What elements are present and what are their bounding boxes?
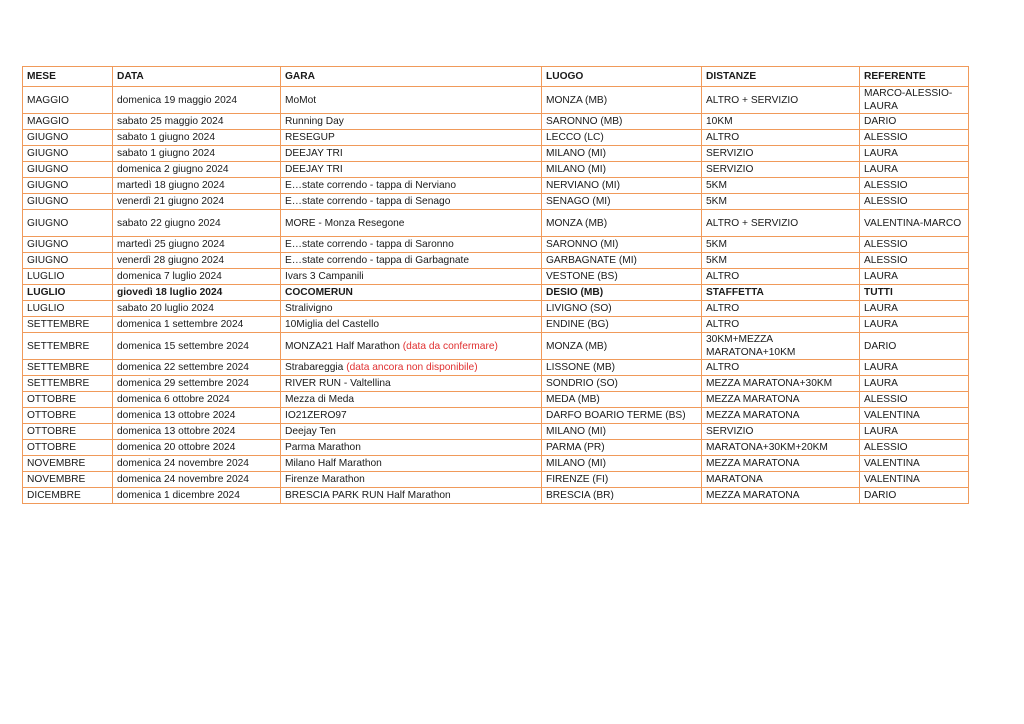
header-distanze: DISTANZE <box>702 67 860 87</box>
race-name: Parma Marathon <box>285 442 361 453</box>
table-row <box>23 301 969 317</box>
cell-data: venerdì 28 giugno 2024 <box>113 253 281 269</box>
cell-mese: MAGGIO <box>23 114 113 130</box>
cell-gara <box>281 210 542 237</box>
cell-referente: LAURA <box>860 269 969 285</box>
cell-referente: VALENTINA <box>860 456 969 472</box>
race-name: RESEGUP <box>285 132 335 143</box>
cell-data: domenica 20 ottobre 2024 <box>113 440 281 456</box>
cell-luogo: MILANO (MI) <box>542 424 702 440</box>
cell-luogo: LIVIGNO (SO) <box>542 301 702 317</box>
cell-mese: GIUGNO <box>23 210 113 237</box>
table-row <box>23 146 969 162</box>
table-row <box>23 285 969 301</box>
cell-gara <box>281 333 542 360</box>
race-name: Ivars 3 Campanili <box>285 271 364 282</box>
cell-data: domenica 22 settembre 2024 <box>113 360 281 376</box>
cell-luogo: DARFO BOARIO TERME (BS) <box>542 408 702 424</box>
cell-mese: SETTEMBRE <box>23 376 113 392</box>
cell-luogo: MONZA (MB) <box>542 210 702 237</box>
cell-data: sabato 1 giugno 2024 <box>113 130 281 146</box>
cell-gara <box>281 146 542 162</box>
cell-luogo: MILANO (MI) <box>542 456 702 472</box>
cell-luogo: DESIO (MB) <box>542 285 702 301</box>
cell-data: domenica 1 dicembre 2024 <box>113 488 281 504</box>
race-name: DEEJAY TRI <box>285 148 343 159</box>
race-name: DEEJAY TRI <box>285 164 343 175</box>
cell-mese: GIUGNO <box>23 194 113 210</box>
cell-gara <box>281 360 542 376</box>
cell-distanze: SERVIZIO <box>702 424 860 440</box>
cell-gara <box>281 114 542 130</box>
table-row <box>23 162 969 178</box>
race-name: E…state correndo - tappa di Saronno <box>285 239 454 250</box>
table-row <box>23 456 969 472</box>
table-row <box>23 360 969 376</box>
cell-luogo: VESTONE (BS) <box>542 269 702 285</box>
cell-mese: GIUGNO <box>23 178 113 194</box>
header-referente: REFERENTE <box>860 67 969 87</box>
cell-referente: ALESSIO <box>860 253 969 269</box>
race-name: E…state correndo - tappa di Garbagnate <box>285 255 470 266</box>
race-name: MORE - Monza Resegone <box>285 217 405 229</box>
cell-luogo: SONDRIO (SO) <box>542 376 702 392</box>
cell-distanze: ALTRO + SERVIZIO <box>702 210 860 237</box>
table-row <box>23 130 969 146</box>
cell-distanze: ALTRO <box>702 317 860 333</box>
cell-distanze: MEZZA MARATONA <box>702 392 860 408</box>
cell-mese: MAGGIO <box>23 87 113 114</box>
race-name: COCOMERUN <box>285 287 353 298</box>
table-row <box>23 440 969 456</box>
cell-gara <box>281 253 542 269</box>
cell-luogo: MEDA (MB) <box>542 392 702 408</box>
race-name: Milano Half Marathon <box>285 458 382 469</box>
cell-mese: OTTOBRE <box>23 440 113 456</box>
cell-distanze: 5KM <box>702 194 860 210</box>
cell-luogo: BRESCIA (BR) <box>542 488 702 504</box>
cell-luogo: SARONNO (MB) <box>542 114 702 130</box>
race-name: Strabareggia <box>285 362 344 373</box>
cell-gara <box>281 301 542 317</box>
cell-referente: VALENTINA-MARCO <box>860 210 969 237</box>
cell-referente: LAURA <box>860 424 969 440</box>
race-name: Running Day <box>285 116 344 127</box>
table-row <box>23 178 969 194</box>
cell-gara <box>281 440 542 456</box>
cell-mese: DICEMBRE <box>23 488 113 504</box>
cell-referente: ALESSIO <box>860 392 969 408</box>
table-row <box>23 472 969 488</box>
cell-gara <box>281 178 542 194</box>
race-note: (data ancora non disponibile) <box>346 362 478 373</box>
cell-mese: OTTOBRE <box>23 408 113 424</box>
table-row <box>23 392 969 408</box>
cell-referente: ALESSIO <box>860 178 969 194</box>
cell-luogo: SARONNO (MI) <box>542 237 702 253</box>
cell-data: martedì 25 giugno 2024 <box>113 237 281 253</box>
cell-luogo: GARBAGNATE (MI) <box>542 253 702 269</box>
race-note: (data da confermare) <box>402 340 498 352</box>
cell-referente: ALESSIO <box>860 237 969 253</box>
cell-luogo: MONZA (MB) <box>542 333 702 360</box>
header-mese: MESE <box>23 67 113 87</box>
cell-gara <box>281 317 542 333</box>
cell-distanze: MEZZA MARATONA <box>702 456 860 472</box>
cell-referente: ALESSIO <box>860 440 969 456</box>
cell-data: sabato 22 giugno 2024 <box>113 210 281 237</box>
race-name: Stralivigno <box>285 303 333 314</box>
cell-mese: OTTOBRE <box>23 424 113 440</box>
cell-distanze: ALTRO <box>702 360 860 376</box>
cell-luogo: ENDINE (BG) <box>542 317 702 333</box>
table-body <box>23 87 969 504</box>
cell-data: domenica 1 settembre 2024 <box>113 317 281 333</box>
cell-referente: TUTTI <box>860 285 969 301</box>
race-name: E…state correndo - tappa di Nerviano <box>285 180 457 191</box>
table-row <box>23 269 969 285</box>
cell-distanze: 10KM <box>702 114 860 130</box>
table-row <box>23 317 969 333</box>
cell-distanze: 5KM <box>702 237 860 253</box>
cell-referente: MARCO-ALESSIO-LAURA <box>860 87 969 114</box>
cell-luogo: MONZA (MB) <box>542 87 702 114</box>
cell-luogo: FIRENZE (FI) <box>542 472 702 488</box>
cell-distanze: MARATONA <box>702 472 860 488</box>
cell-mese: GIUGNO <box>23 253 113 269</box>
cell-mese: GIUGNO <box>23 146 113 162</box>
race-name: E…state correndo - tappa di Senago <box>285 196 451 207</box>
cell-distanze: ALTRO + SERVIZIO <box>702 87 860 114</box>
header-data: DATA <box>113 67 281 87</box>
cell-referente: DARIO <box>860 333 969 360</box>
table-row <box>23 333 969 360</box>
race-name: Deejay Ten <box>285 426 336 437</box>
cell-referente: LAURA <box>860 162 969 178</box>
cell-mese: LUGLIO <box>23 301 113 317</box>
table-row <box>23 376 969 392</box>
race-name: BRESCIA PARK RUN Half Marathon <box>285 490 451 501</box>
cell-referente: LAURA <box>860 317 969 333</box>
cell-gara <box>281 424 542 440</box>
race-name: IO21ZERO97 <box>285 410 347 421</box>
table-row <box>23 424 969 440</box>
table-row <box>23 87 969 114</box>
cell-data: domenica 13 ottobre 2024 <box>113 408 281 424</box>
cell-mese: SETTEMBRE <box>23 333 113 360</box>
cell-referente: LAURA <box>860 301 969 317</box>
cell-distanze: ALTRO <box>702 269 860 285</box>
cell-referente: LAURA <box>860 376 969 392</box>
cell-referente: ALESSIO <box>860 194 969 210</box>
cell-luogo: MILANO (MI) <box>542 162 702 178</box>
table-row <box>23 488 969 504</box>
table-row <box>23 194 969 210</box>
cell-distanze: 30KM+MEZZA MARATONA+10KM <box>702 333 860 360</box>
cell-data: domenica 19 maggio 2024 <box>113 87 281 114</box>
cell-mese: NOVEMBRE <box>23 456 113 472</box>
cell-distanze: MEZZA MARATONA <box>702 408 860 424</box>
cell-distanze: MEZZA MARATONA+30KM <box>702 376 860 392</box>
cell-distanze: ALTRO <box>702 301 860 317</box>
cell-luogo: PARMA (PR) <box>542 440 702 456</box>
cell-mese: SETTEMBRE <box>23 317 113 333</box>
cell-distanze: 5KM <box>702 253 860 269</box>
table-row <box>23 114 969 130</box>
race-calendar-table <box>22 66 969 504</box>
cell-data: domenica 6 ottobre 2024 <box>113 392 281 408</box>
cell-gara <box>281 194 542 210</box>
cell-data: sabato 25 maggio 2024 <box>113 114 281 130</box>
cell-mese: OTTOBRE <box>23 392 113 408</box>
cell-data: domenica 2 giugno 2024 <box>113 162 281 178</box>
cell-data: domenica 24 novembre 2024 <box>113 472 281 488</box>
cell-gara <box>281 376 542 392</box>
cell-distanze: 5KM <box>702 178 860 194</box>
cell-data: martedì 18 giugno 2024 <box>113 178 281 194</box>
cell-data: sabato 1 giugno 2024 <box>113 146 281 162</box>
cell-gara <box>281 130 542 146</box>
cell-luogo: LECCO (LC) <box>542 130 702 146</box>
cell-gara <box>281 472 542 488</box>
cell-distanze: ALTRO <box>702 130 860 146</box>
cell-distanze: STAFFETTA <box>702 285 860 301</box>
table-row <box>23 237 969 253</box>
cell-referente: VALENTINA <box>860 472 969 488</box>
race-name: 10Miglia del Castello <box>285 319 380 330</box>
cell-gara <box>281 408 542 424</box>
cell-data: giovedì 18 luglio 2024 <box>113 285 281 301</box>
cell-data: domenica 7 luglio 2024 <box>113 269 281 285</box>
cell-referente: LAURA <box>860 146 969 162</box>
race-name: MoMot <box>285 94 317 106</box>
table-row <box>23 408 969 424</box>
cell-gara <box>281 237 542 253</box>
table-row <box>23 210 969 237</box>
cell-data: domenica 15 settembre 2024 <box>113 333 281 360</box>
cell-distanze: SERVIZIO <box>702 146 860 162</box>
cell-mese: GIUGNO <box>23 237 113 253</box>
cell-referente: ALESSIO <box>860 130 969 146</box>
cell-data: domenica 29 settembre 2024 <box>113 376 281 392</box>
cell-mese: LUGLIO <box>23 269 113 285</box>
header-row <box>23 67 969 87</box>
cell-referente: VALENTINA <box>860 408 969 424</box>
cell-mese: GIUGNO <box>23 130 113 146</box>
cell-gara <box>281 285 542 301</box>
cell-data: venerdì 21 giugno 2024 <box>113 194 281 210</box>
cell-gara <box>281 269 542 285</box>
cell-mese: NOVEMBRE <box>23 472 113 488</box>
cell-gara <box>281 392 542 408</box>
cell-mese: GIUGNO <box>23 162 113 178</box>
cell-referente: DARIO <box>860 114 969 130</box>
cell-data: domenica 24 novembre 2024 <box>113 456 281 472</box>
header-gara: GARA <box>281 67 542 87</box>
race-name: Mezza di Meda <box>285 394 355 405</box>
race-name: MONZA21 Half Marathon <box>285 340 400 352</box>
cell-referente: LAURA <box>860 360 969 376</box>
cell-distanze: SERVIZIO <box>702 162 860 178</box>
cell-gara <box>281 456 542 472</box>
cell-referente: DARIO <box>860 488 969 504</box>
cell-luogo: LISSONE (MB) <box>542 360 702 376</box>
header-luogo: LUOGO <box>542 67 702 87</box>
cell-mese: SETTEMBRE <box>23 360 113 376</box>
cell-data: domenica 13 ottobre 2024 <box>113 424 281 440</box>
cell-luogo: SENAGO (MI) <box>542 194 702 210</box>
cell-gara <box>281 488 542 504</box>
cell-distanze: MEZZA MARATONA <box>702 488 860 504</box>
race-name: Firenze Marathon <box>285 474 365 485</box>
cell-luogo: NERVIANO (MI) <box>542 178 702 194</box>
table-row <box>23 253 969 269</box>
cell-distanze: MARATONA+30KM+20KM <box>702 440 860 456</box>
race-name: RIVER RUN - Valtellina <box>285 378 391 389</box>
cell-gara <box>281 87 542 114</box>
cell-luogo: MILANO (MI) <box>542 146 702 162</box>
cell-mese: LUGLIO <box>23 285 113 301</box>
cell-data: sabato 20 luglio 2024 <box>113 301 281 317</box>
cell-gara <box>281 162 542 178</box>
